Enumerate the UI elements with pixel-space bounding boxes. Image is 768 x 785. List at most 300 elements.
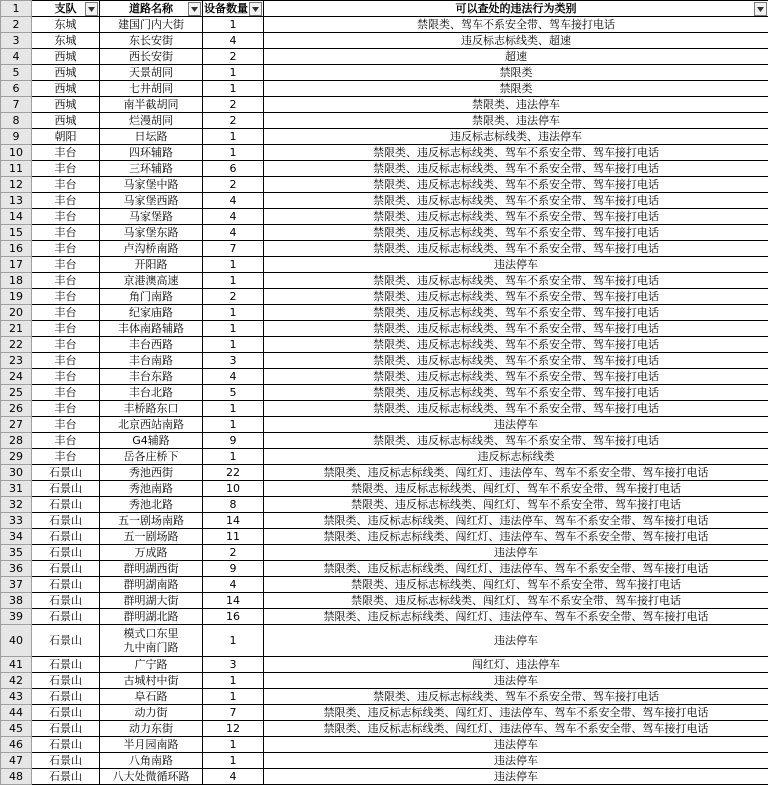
cell-team[interactable]: 石景山 [32, 513, 100, 529]
row-number[interactable]: 13 [1, 193, 32, 209]
row-number[interactable]: 6 [1, 81, 32, 97]
table-row [1, 593, 768, 609]
cell-count[interactable]: 1 [203, 257, 264, 273]
cell-road[interactable]: G4辅路 [100, 433, 203, 449]
cell-types[interactable]: 违法停车 [264, 417, 768, 433]
cell-team[interactable]: 石景山 [32, 593, 100, 609]
cell-count[interactable]: 1 [203, 689, 264, 705]
cell-team[interactable]: 丰台 [32, 321, 100, 337]
row-number[interactable]: 33 [1, 513, 32, 529]
cell-team[interactable]: 丰台 [32, 433, 100, 449]
cell-types[interactable]: 违法停车 [264, 769, 768, 785]
table-row [1, 305, 768, 321]
cell-team[interactable]: 石景山 [32, 657, 100, 673]
cell-team[interactable]: 石景山 [32, 705, 100, 721]
cell-types[interactable]: 禁限类、违反标志标线类、闯红灯、驾车不系安全带、驾车接打电话 [264, 577, 768, 593]
table-row [1, 321, 768, 337]
cell-road[interactable]: 古城村中街 [100, 673, 203, 689]
table-row [1, 433, 768, 449]
row-number[interactable]: 23 [1, 353, 32, 369]
cell-road[interactable]: 丰台东路 [100, 369, 203, 385]
cell-road[interactable]: 三环辅路 [100, 161, 203, 177]
cell-road[interactable]: 马家堡路 [100, 209, 203, 225]
row-number[interactable]: 34 [1, 529, 32, 545]
cell-count[interactable]: 12 [203, 721, 264, 737]
column-header-count [203, 1, 264, 17]
cell-count[interactable]: 1 [203, 449, 264, 465]
cell-types[interactable]: 禁限类、违反标志标线类、驾车不系安全带、驾车接打电话 [264, 353, 768, 369]
cell-types[interactable]: 违法停车 [264, 753, 768, 769]
cell-count[interactable]: 7 [203, 705, 264, 721]
cell-road[interactable]: 群明湖西街 [100, 561, 203, 577]
cell-road[interactable]: 广宁路 [100, 657, 203, 673]
column-header-label: 可以查处的违法行为类别 [456, 2, 577, 15]
table-row [1, 513, 768, 529]
table-row [1, 545, 768, 561]
cell-road[interactable]: 五一剧场路 [100, 529, 203, 545]
cell-road[interactable]: 秀池南路 [100, 481, 203, 497]
table-row [1, 465, 768, 481]
cell-count[interactable]: 1 [203, 321, 264, 337]
table-row [1, 625, 768, 657]
table-row [1, 209, 768, 225]
row-number[interactable]: 26 [1, 401, 32, 417]
row-number[interactable]: 1 [1, 1, 32, 17]
table-row [1, 81, 768, 97]
row-number[interactable]: 40 [1, 625, 32, 657]
cell-team[interactable]: 丰台 [32, 401, 100, 417]
row-number[interactable]: 42 [1, 673, 32, 689]
cell-count[interactable]: 5 [203, 385, 264, 401]
table-row [1, 705, 768, 721]
cell-count[interactable]: 2 [203, 49, 264, 65]
cell-road[interactable]: 丰台西路 [100, 337, 203, 353]
cell-count[interactable]: 4 [203, 369, 264, 385]
cell-types[interactable]: 禁限类、违反标志标线类、闯红灯、违法停车、驾车不系安全带、驾车接打电话 [264, 721, 768, 737]
cell-count[interactable]: 11 [203, 529, 264, 545]
cell-road[interactable]: 丰台北路 [100, 385, 203, 401]
table-row [1, 561, 768, 577]
row-number[interactable]: 21 [1, 321, 32, 337]
cell-types[interactable]: 禁限类、违反标志标线类、驾车不系安全带、驾车接打电话 [264, 369, 768, 385]
table-row [1, 673, 768, 689]
row-number[interactable]: 39 [1, 609, 32, 625]
row-number[interactable]: 7 [1, 97, 32, 113]
cell-types[interactable]: 禁限类、违反标志标线类、闯红灯、驾车不系安全带、驾车接打电话 [264, 497, 768, 513]
cell-road[interactable]: 动力街 [100, 705, 203, 721]
cell-team[interactable]: 西城 [32, 65, 100, 81]
cell-count[interactable]: 2 [203, 97, 264, 113]
cell-team[interactable]: 东城 [32, 17, 100, 33]
table-row [1, 689, 768, 705]
cell-road[interactable]: 建国门内大街 [100, 17, 203, 33]
cell-count[interactable]: 22 [203, 465, 264, 481]
table-row [1, 369, 768, 385]
cell-team[interactable]: 丰台 [32, 305, 100, 321]
cell-team[interactable]: 石景山 [32, 689, 100, 705]
cell-team[interactable]: 丰台 [32, 289, 100, 305]
cell-types[interactable]: 禁限类、违反标志标线类、驾车不系安全带、驾车接打电话 [264, 401, 768, 417]
table-row [1, 177, 768, 193]
cell-types[interactable]: 违反标志标线类、超速 [264, 33, 768, 49]
table-row [1, 193, 768, 209]
table-row [1, 49, 768, 65]
cell-team[interactable]: 石景山 [32, 721, 100, 737]
cell-count[interactable]: 8 [203, 497, 264, 513]
cell-types[interactable]: 禁限类、违反标志标线类、闯红灯、违法停车、驾车不系安全带、驾车接打电话 [264, 705, 768, 721]
cell-count[interactable]: 2 [203, 113, 264, 129]
cell-count[interactable]: 9 [203, 433, 264, 449]
chevron-down-icon [191, 7, 198, 12]
row-number[interactable]: 14 [1, 209, 32, 225]
cell-road[interactable]: 北京西站南路 [100, 417, 203, 433]
cell-count[interactable]: 9 [203, 561, 264, 577]
cell-team[interactable]: 丰台 [32, 449, 100, 465]
cell-road[interactable]: 七井胡同 [100, 81, 203, 97]
table-body [1, 17, 768, 785]
cell-count[interactable]: 4 [203, 769, 264, 785]
cell-road[interactable]: 角门南路 [100, 289, 203, 305]
cell-team[interactable]: 石景山 [32, 625, 100, 657]
filter-dropdown-road[interactable] [188, 2, 201, 16]
cell-team[interactable]: 石景山 [32, 577, 100, 593]
cell-types[interactable]: 违反标志标线类、违法停车 [264, 129, 768, 145]
cell-team[interactable]: 丰台 [32, 145, 100, 161]
cell-types[interactable]: 禁限类、违反标志标线类、驾车不系安全带、驾车接打电话 [264, 321, 768, 337]
cell-types[interactable]: 禁限类、驾车不系安全带、驾车接打电话 [264, 17, 768, 33]
cell-count[interactable]: 1 [203, 753, 264, 769]
cell-types[interactable]: 违法停车 [264, 737, 768, 753]
cell-types[interactable]: 禁限类、违反标志标线类、驾车不系安全带、驾车接打电话 [264, 193, 768, 209]
cell-types[interactable]: 禁限类、违反标志标线类、驾车不系安全带、驾车接打电话 [264, 433, 768, 449]
cell-types[interactable]: 禁限类、违反标志标线类、驾车不系安全带、驾车接打电话 [264, 385, 768, 401]
cell-count[interactable]: 14 [203, 513, 264, 529]
cell-types[interactable]: 禁限类、违法停车 [264, 97, 768, 113]
cell-types[interactable]: 禁限类、违反标志标线类、闯红灯、违法停车、驾车不系安全带、驾车接打电话 [264, 561, 768, 577]
cell-team[interactable]: 丰台 [32, 177, 100, 193]
table-row [1, 129, 768, 145]
cell-team[interactable]: 丰台 [32, 385, 100, 401]
cell-team[interactable]: 石景山 [32, 609, 100, 625]
cell-count[interactable]: 2 [203, 545, 264, 561]
filter-dropdown-count[interactable] [249, 2, 262, 16]
row-number[interactable]: 37 [1, 577, 32, 593]
cell-road[interactable]: 动力东街 [100, 721, 203, 737]
row-number[interactable]: 5 [1, 65, 32, 81]
table-row [1, 721, 768, 737]
row-number[interactable]: 38 [1, 593, 32, 609]
table-row [1, 529, 768, 545]
cell-road[interactable]: 万成路 [100, 545, 203, 561]
table-row [1, 33, 768, 49]
row-number[interactable]: 10 [1, 145, 32, 161]
cell-team[interactable]: 石景山 [32, 753, 100, 769]
cell-types[interactable]: 禁限类、违反标志标线类、驾车不系安全带、驾车接打电话 [264, 177, 768, 193]
column-header-label: 支队 [55, 2, 77, 15]
cell-types[interactable]: 禁限类、违反标志标线类、驾车不系安全带、驾车接打电话 [264, 241, 768, 257]
cell-team[interactable]: 石景山 [32, 529, 100, 545]
cell-road[interactable] [100, 625, 203, 657]
cell-count[interactable]: 3 [203, 353, 264, 369]
row-number[interactable]: 2 [1, 17, 32, 33]
cell-team[interactable]: 丰台 [32, 193, 100, 209]
cell-team[interactable]: 丰台 [32, 241, 100, 257]
header-row [1, 1, 768, 17]
table-row [1, 273, 768, 289]
cell-types[interactable]: 禁限类、违反标志标线类、驾车不系安全带、驾车接打电话 [264, 225, 768, 241]
table-row [1, 65, 768, 81]
cell-count[interactable]: 1 [203, 401, 264, 417]
cell-types[interactable]: 禁限类、违反标志标线类、驾车不系安全带、驾车接打电话 [264, 161, 768, 177]
row-number[interactable]: 31 [1, 481, 32, 497]
cell-road[interactable]: 南半截胡同 [100, 97, 203, 113]
cell-team[interactable]: 丰台 [32, 209, 100, 225]
cell-types[interactable]: 禁限类、违反标志标线类、闯红灯、驾车不系安全带、驾车接打电话 [264, 481, 768, 497]
cell-team[interactable]: 西城 [32, 81, 100, 97]
row-number[interactable]: 47 [1, 753, 32, 769]
cell-team[interactable]: 石景山 [32, 545, 100, 561]
table-row [1, 737, 768, 753]
row-number[interactable]: 9 [1, 129, 32, 145]
row-number[interactable]: 8 [1, 113, 32, 129]
cell-road[interactable]: 天景胡同 [100, 65, 203, 81]
table-row [1, 97, 768, 113]
row-number[interactable]: 27 [1, 417, 32, 433]
cell-team[interactable]: 西城 [32, 113, 100, 129]
row-number[interactable]: 20 [1, 305, 32, 321]
cell-team[interactable]: 石景山 [32, 497, 100, 513]
cell-road[interactable]: 半月园南路 [100, 737, 203, 753]
cell-count[interactable]: 1 [203, 625, 264, 657]
cell-team[interactable]: 石景山 [32, 673, 100, 689]
cell-count[interactable]: 16 [203, 609, 264, 625]
row-number[interactable]: 24 [1, 369, 32, 385]
cell-road[interactable]: 秀池西街 [100, 465, 203, 481]
row-number[interactable]: 32 [1, 497, 32, 513]
cell-road-line: 九中南门路 [102, 641, 200, 655]
cell-count[interactable]: 10 [203, 481, 264, 497]
cell-road[interactable]: 丰体南路辅路 [100, 321, 203, 337]
cell-road[interactable]: 卢沟桥南路 [100, 241, 203, 257]
row-number[interactable]: 46 [1, 737, 32, 753]
cell-types[interactable]: 禁限类、违法停车 [264, 113, 768, 129]
table-row [1, 385, 768, 401]
cell-road[interactable]: 开阳路 [100, 257, 203, 273]
cell-team[interactable]: 石景山 [32, 737, 100, 753]
row-number[interactable]: 45 [1, 721, 32, 737]
row-number[interactable]: 29 [1, 449, 32, 465]
table-row [1, 401, 768, 417]
cell-team[interactable]: 朝阳 [32, 129, 100, 145]
cell-count[interactable]: 1 [203, 129, 264, 145]
cell-team[interactable]: 丰台 [32, 273, 100, 289]
cell-team[interactable]: 西城 [32, 97, 100, 113]
row-number[interactable]: 15 [1, 225, 32, 241]
row-number[interactable]: 25 [1, 385, 32, 401]
row-number[interactable]: 11 [1, 161, 32, 177]
cell-count[interactable]: 6 [203, 161, 264, 177]
chevron-down-icon [88, 7, 95, 12]
row-number[interactable]: 43 [1, 689, 32, 705]
cell-road[interactable]: 马家堡东路 [100, 225, 203, 241]
cell-types[interactable]: 禁限类、违反标志标线类、闯红灯、驾车不系安全带、驾车接打电话 [264, 593, 768, 609]
cell-team[interactable]: 丰台 [32, 417, 100, 433]
table-row [1, 113, 768, 129]
table-row [1, 225, 768, 241]
table-row [1, 417, 768, 433]
cell-types[interactable]: 禁限类、违反标志标线类、驾车不系安全带、驾车接打电话 [264, 145, 768, 161]
cell-count[interactable]: 1 [203, 305, 264, 321]
cell-types[interactable]: 禁限类 [264, 65, 768, 81]
cell-count[interactable]: 7 [203, 241, 264, 257]
column-header-label: 设备数量 [204, 2, 248, 15]
column-header-road [100, 1, 203, 17]
cell-team[interactable]: 丰台 [32, 337, 100, 353]
cell-count[interactable]: 1 [203, 145, 264, 161]
cell-count[interactable]: 1 [203, 417, 264, 433]
table-row [1, 449, 768, 465]
cell-road[interactable]: 群明湖大街 [100, 593, 203, 609]
cell-road[interactable]: 马家堡中路 [100, 177, 203, 193]
cell-types[interactable]: 禁限类、违反标志标线类、闯红灯、违法停车、驾车不系安全带、驾车接打电话 [264, 609, 768, 625]
cell-road[interactable]: 秀池北路 [100, 497, 203, 513]
filter-dropdown-team[interactable] [85, 2, 98, 16]
table-row [1, 609, 768, 625]
cell-team[interactable]: 丰台 [32, 353, 100, 369]
cell-types[interactable]: 禁限类、违反标志标线类、驾车不系安全带、驾车接打电话 [264, 689, 768, 705]
row-number[interactable]: 16 [1, 241, 32, 257]
table-row [1, 769, 768, 785]
table-row [1, 353, 768, 369]
row-number[interactable]: 44 [1, 705, 32, 721]
cell-count[interactable]: 1 [203, 337, 264, 353]
cell-types[interactable]: 禁限类、违反标志标线类、闯红灯、违法停车、驾车不系安全带、驾车接打电话 [264, 529, 768, 545]
cell-team[interactable]: 东城 [32, 33, 100, 49]
cell-team[interactable]: 西城 [32, 49, 100, 65]
cell-road[interactable]: 马家堡西路 [100, 193, 203, 209]
row-number[interactable]: 18 [1, 273, 32, 289]
cell-types[interactable]: 禁限类、违反标志标线类、驾车不系安全带、驾车接打电话 [264, 305, 768, 321]
column-header-team [32, 1, 100, 17]
cell-road[interactable]: 丰台南路 [100, 353, 203, 369]
table-row [1, 753, 768, 769]
cell-team[interactable]: 丰台 [32, 161, 100, 177]
cell-count[interactable]: 2 [203, 177, 264, 193]
cell-road[interactable]: 五一剧场南路 [100, 513, 203, 529]
chevron-down-icon [757, 7, 764, 12]
cell-types[interactable]: 违法停车 [264, 673, 768, 689]
table-row [1, 497, 768, 513]
cell-count[interactable]: 1 [203, 273, 264, 289]
cell-count[interactable]: 3 [203, 657, 264, 673]
cell-count[interactable]: 4 [203, 33, 264, 49]
row-number[interactable]: 22 [1, 337, 32, 353]
cell-team[interactable]: 石景山 [32, 769, 100, 785]
row-number[interactable]: 19 [1, 289, 32, 305]
row-number[interactable]: 4 [1, 49, 32, 65]
row-number[interactable]: 12 [1, 177, 32, 193]
cell-team[interactable]: 石景山 [32, 481, 100, 497]
column-header-label: 道路名称 [129, 2, 173, 15]
table-row [1, 241, 768, 257]
cell-road[interactable]: 八大处微循环路 [100, 769, 203, 785]
cell-types[interactable]: 禁限类、违反标志标线类、驾车不系安全带、驾车接打电话 [264, 337, 768, 353]
cell-team[interactable]: 丰台 [32, 257, 100, 273]
cell-road[interactable]: 岳各庄桥下 [100, 449, 203, 465]
cell-types[interactable]: 违反标志标线类 [264, 449, 768, 465]
table-row [1, 17, 768, 33]
table-row [1, 577, 768, 593]
cell-types[interactable]: 禁限类 [264, 81, 768, 97]
cell-road[interactable]: 京港澳高速 [100, 273, 203, 289]
row-number[interactable]: 41 [1, 657, 32, 673]
cell-types[interactable]: 禁限类、违反标志标线类、驾车不系安全带、驾车接打电话 [264, 209, 768, 225]
cell-road[interactable]: 东长安街 [100, 33, 203, 49]
row-number[interactable]: 30 [1, 465, 32, 481]
row-number[interactable]: 36 [1, 561, 32, 577]
cell-team[interactable]: 石景山 [32, 561, 100, 577]
cell-count[interactable]: 14 [203, 593, 264, 609]
cell-types[interactable]: 超速 [264, 49, 768, 65]
table-row [1, 289, 768, 305]
cell-count[interactable]: 1 [203, 673, 264, 689]
filter-dropdown-types[interactable] [754, 2, 767, 16]
row-number[interactable]: 48 [1, 769, 32, 785]
cell-road[interactable]: 群明湖南路 [100, 577, 203, 593]
cell-count[interactable]: 4 [203, 193, 264, 209]
row-number[interactable]: 35 [1, 545, 32, 561]
cell-types[interactable]: 违法停车 [264, 545, 768, 561]
chevron-down-icon [252, 7, 259, 12]
cell-road[interactable]: 群明湖北路 [100, 609, 203, 625]
cell-types[interactable]: 违法停车 [264, 625, 768, 657]
table-row [1, 337, 768, 353]
cell-road[interactable]: 四环辅路 [100, 145, 203, 161]
row-number[interactable]: 17 [1, 257, 32, 273]
cell-road[interactable]: 八角南路 [100, 753, 203, 769]
cell-types[interactable]: 违法停车 [264, 257, 768, 273]
cell-team[interactable]: 石景山 [32, 465, 100, 481]
cell-road[interactable]: 丰桥路东口 [100, 401, 203, 417]
cell-types[interactable]: 闯红灯、违法停车 [264, 657, 768, 673]
cell-count[interactable]: 1 [203, 65, 264, 81]
cell-count[interactable]: 4 [203, 577, 264, 593]
cell-road[interactable]: 阜石路 [100, 689, 203, 705]
cell-road[interactable]: 纪家庙路 [100, 305, 203, 321]
cell-road[interactable]: 西长安街 [100, 49, 203, 65]
cell-team[interactable]: 丰台 [32, 225, 100, 241]
column-header-types [264, 1, 768, 17]
cell-count[interactable]: 4 [203, 225, 264, 241]
cell-types[interactable]: 禁限类、违反标志标线类、闯红灯、违法停车、驾车不系安全带、驾车接打电话 [264, 465, 768, 481]
cell-types[interactable]: 禁限类、违反标志标线类、驾车不系安全带、驾车接打电话 [264, 289, 768, 305]
cell-count[interactable]: 1 [203, 81, 264, 97]
cell-types[interactable]: 禁限类、违反标志标线类、闯红灯、违法停车、驾车不系安全带、驾车接打电话 [264, 513, 768, 529]
table-row [1, 257, 768, 273]
cell-count[interactable]: 2 [203, 289, 264, 305]
row-number[interactable]: 3 [1, 33, 32, 49]
table-row [1, 161, 768, 177]
cell-team[interactable]: 丰台 [32, 369, 100, 385]
cell-count[interactable]: 4 [203, 209, 264, 225]
cell-count[interactable]: 1 [203, 737, 264, 753]
cell-road[interactable]: 日坛路 [100, 129, 203, 145]
cell-count[interactable]: 1 [203, 17, 264, 33]
cell-types[interactable]: 禁限类、违反标志标线类、驾车不系安全带、驾车接打电话 [264, 273, 768, 289]
row-number[interactable]: 28 [1, 433, 32, 449]
cell-road[interactable]: 烂漫胡同 [100, 113, 203, 129]
table-row [1, 145, 768, 161]
